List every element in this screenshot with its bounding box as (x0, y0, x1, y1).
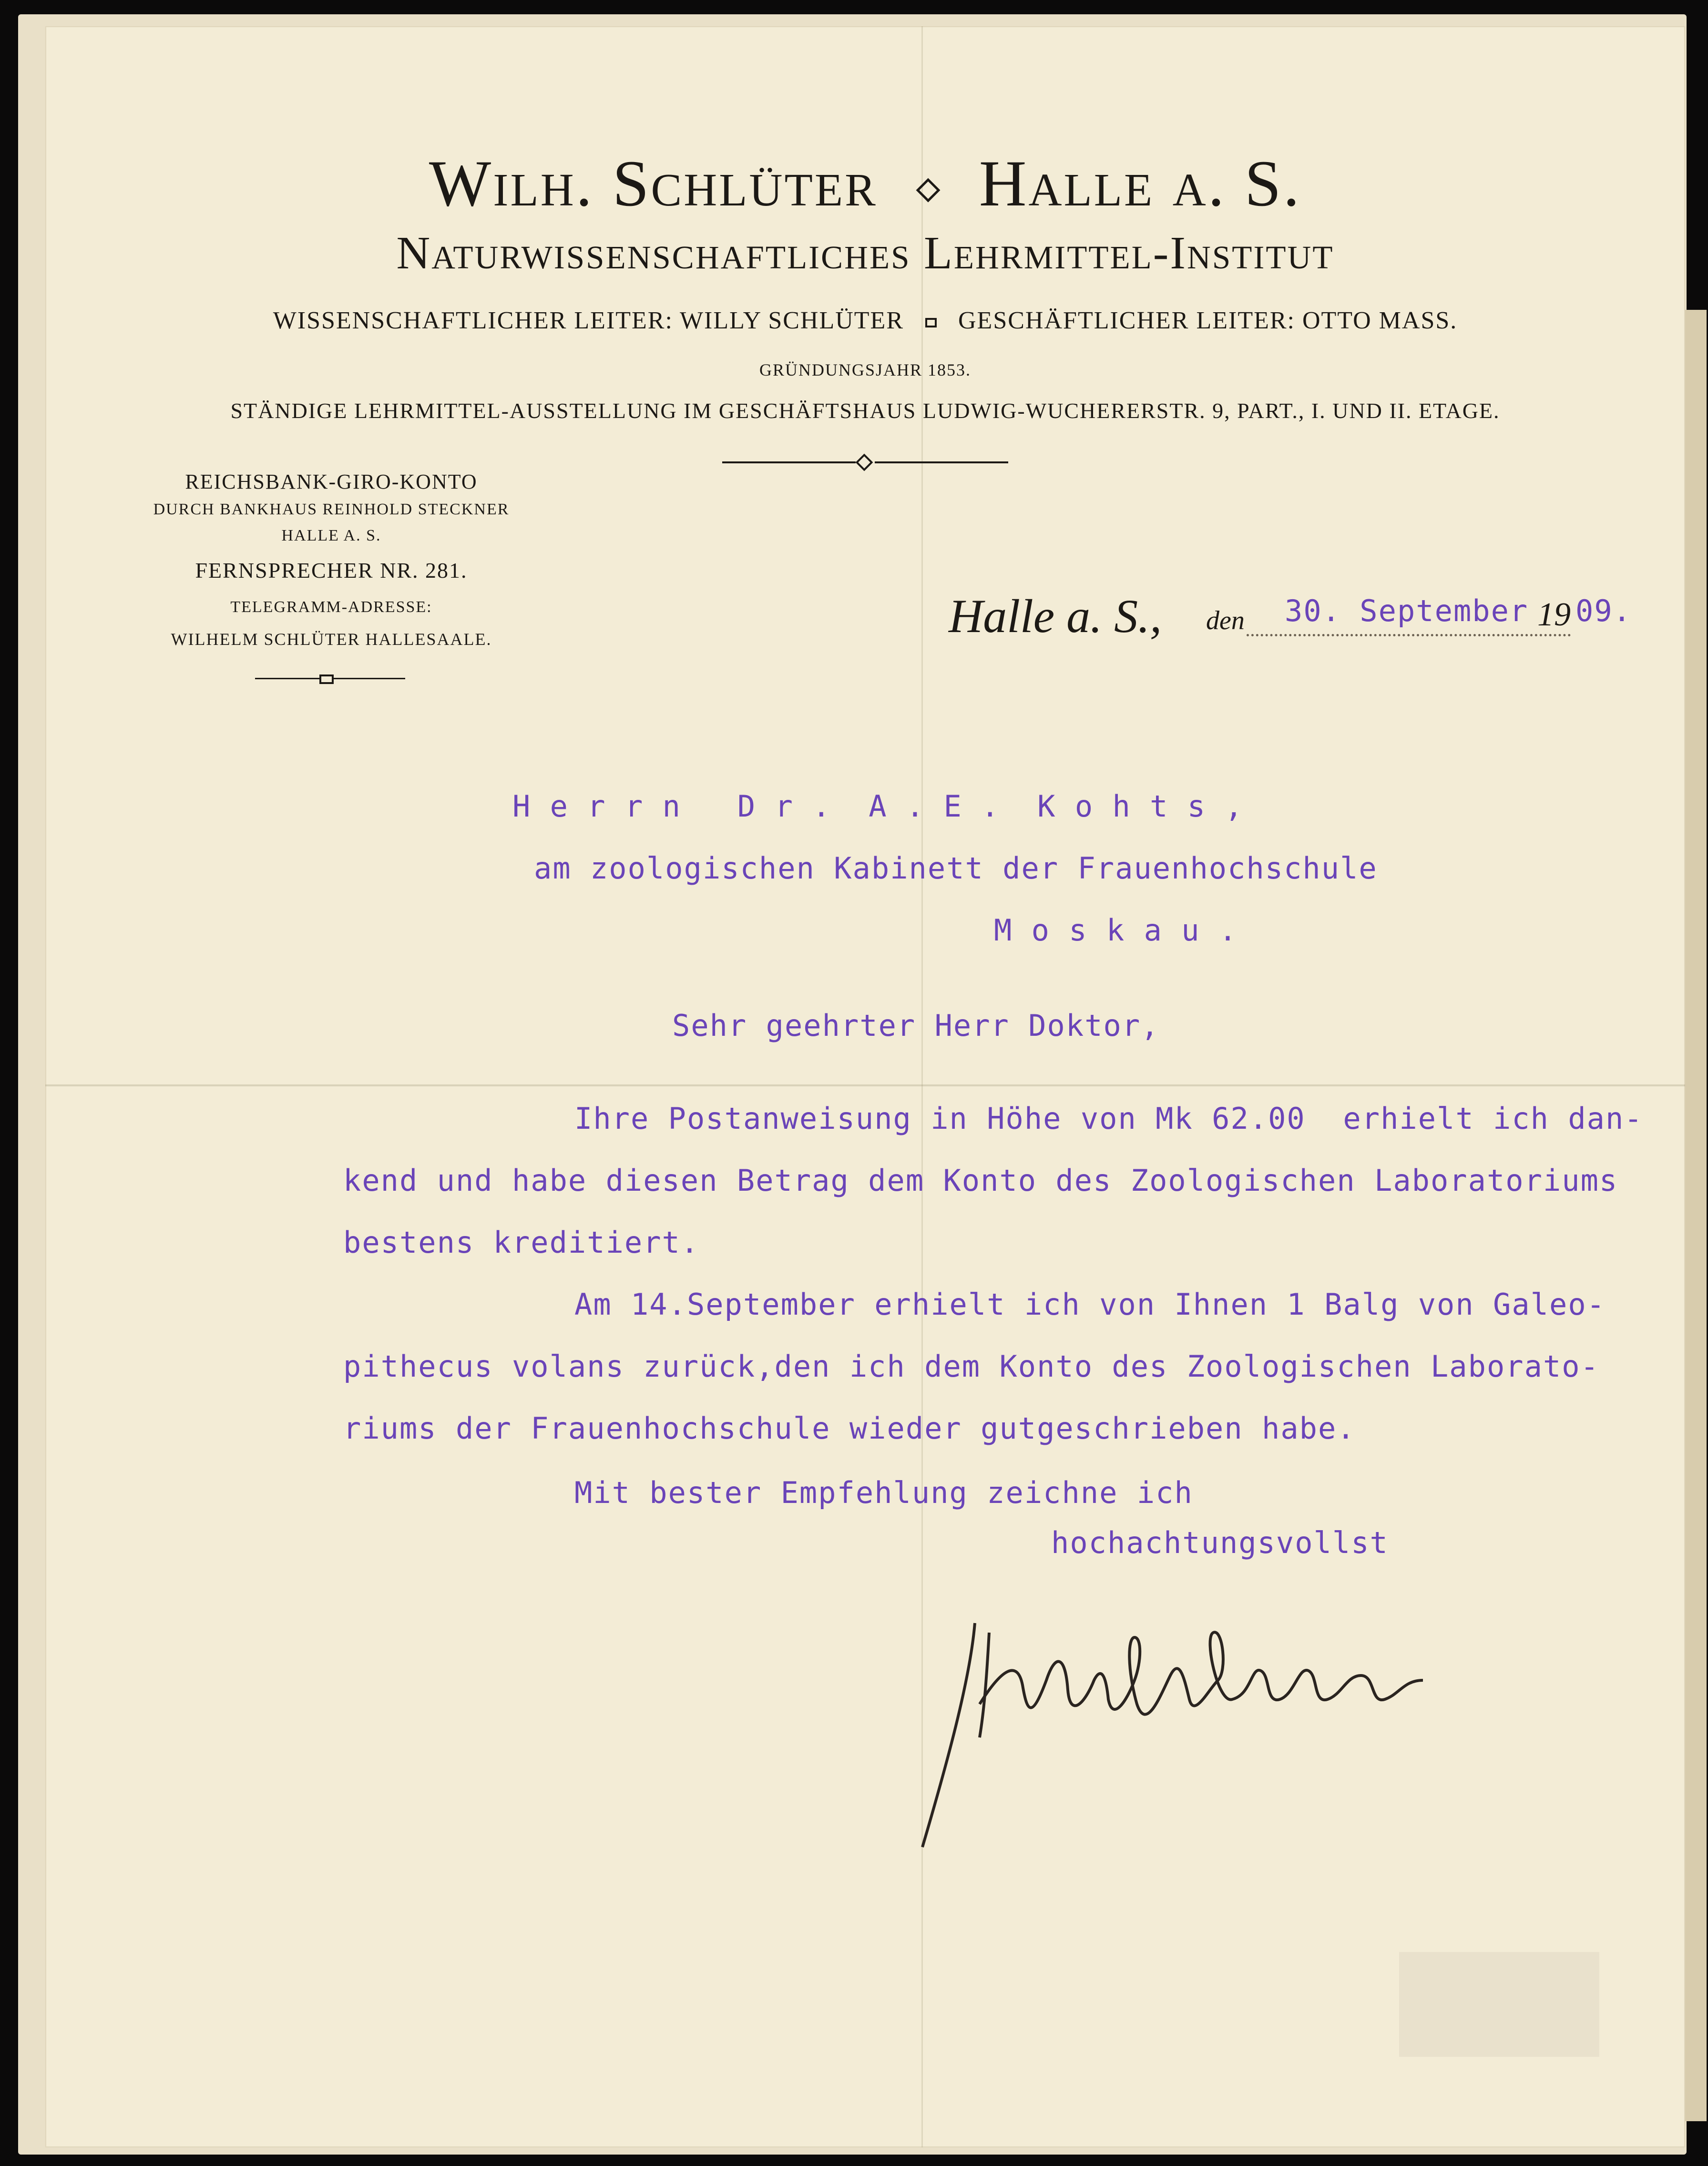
scientific-director: WISSENSCHAFTLICHER LEITER: WILLY SCHLÜTER (273, 307, 904, 334)
institute-title: Naturwissenschaftliches Lehrmittel-Institut (396, 227, 1334, 279)
telegram-address: WILHELM SCHLÜTER HALLESAALE. (171, 630, 492, 649)
dateline-date: 30. September (1285, 593, 1529, 628)
dateline-place: Halle a. S., (949, 590, 1162, 643)
title-separator (916, 178, 941, 203)
body-line-4: Am 14.September erhielt ich von Ihnen 1 Balg von Galeo- (574, 1287, 1606, 1322)
header-divider-left (722, 461, 856, 463)
header-divider-diamond (856, 454, 873, 471)
salutation: Sehr geehrter Herr Doktor, (672, 1008, 1160, 1043)
business-director: GESCHÄFTLICHER LEITER: OTTO MASS. (958, 307, 1458, 334)
recipient-institution: am zoologischen Kabinett der Frauenhochschule (534, 851, 1378, 886)
dateline-den: den (1206, 606, 1245, 635)
bank-city: HALLE A. S. (281, 527, 381, 544)
date-dotted-line (1247, 634, 1571, 636)
recipient-city: M o s k a u . (994, 913, 1238, 948)
exhibition-line: STÄNDIGE LEHRMITTEL-AUSSTELLUNG IM GESCHÄFTSHAUS LUDWIG-WUCHERERSTR. 9, PART., I. UND II. ETAGE. (230, 398, 1500, 423)
fold-crease-horizontal (45, 1084, 1685, 1086)
body-line-1: Ihre Postanweisung in Höhe von Mk 62.00 erhielt ich dan- (574, 1101, 1643, 1136)
company-title (45, 145, 1685, 221)
body-line-7: Mit bester Empfehlung zeichne ich (574, 1475, 1193, 1510)
directors-line (45, 307, 1685, 335)
dateline-year-prefix: 19 (1537, 596, 1571, 633)
body-line-6: riums der Frauenhochschule wieder gutgeschrieben habe. (343, 1411, 1356, 1446)
header-divider-right (875, 461, 1008, 463)
company-city: Halle a. S. (979, 147, 1302, 220)
faint-stamp-mark (1399, 1952, 1599, 2057)
handwritten-signature (918, 1609, 1490, 1857)
recipient-name: H e r r n D r . A . E . K o h t s , (512, 789, 1244, 824)
telegram-label: TELEGRAMM-ADRESSE: (230, 598, 432, 616)
contact-divider-left (255, 678, 319, 679)
closing: hochachtungsvollst (1051, 1525, 1389, 1560)
phone-number: FERNSPRECHER NR. 281. (195, 558, 468, 582)
letter-page (45, 26, 1685, 2147)
body-line-3: bestens kreditiert. (343, 1225, 700, 1260)
directors-separator (925, 318, 937, 327)
bank-title: REICHSBANK-GIRO-KONTO (185, 470, 478, 493)
body-line-5: pithecus volans zurück,den ich dem Konto des Zoologischen Laborato- (343, 1349, 1599, 1384)
dateline-year: 09. (1575, 593, 1632, 628)
founded-year: GRÜNDUNGSJAHR 1853. (759, 360, 972, 379)
company-name: Wilh. Schlüter (429, 147, 878, 220)
contact-divider-box (319, 674, 334, 684)
bank-via: DURCH BANKHAUS REINHOLD STECKNER (153, 501, 510, 518)
contact-divider-right (334, 678, 405, 679)
body-line-2: kend und habe diesen Betrag dem Konto des Zoologischen Laboratoriums (343, 1163, 1618, 1198)
